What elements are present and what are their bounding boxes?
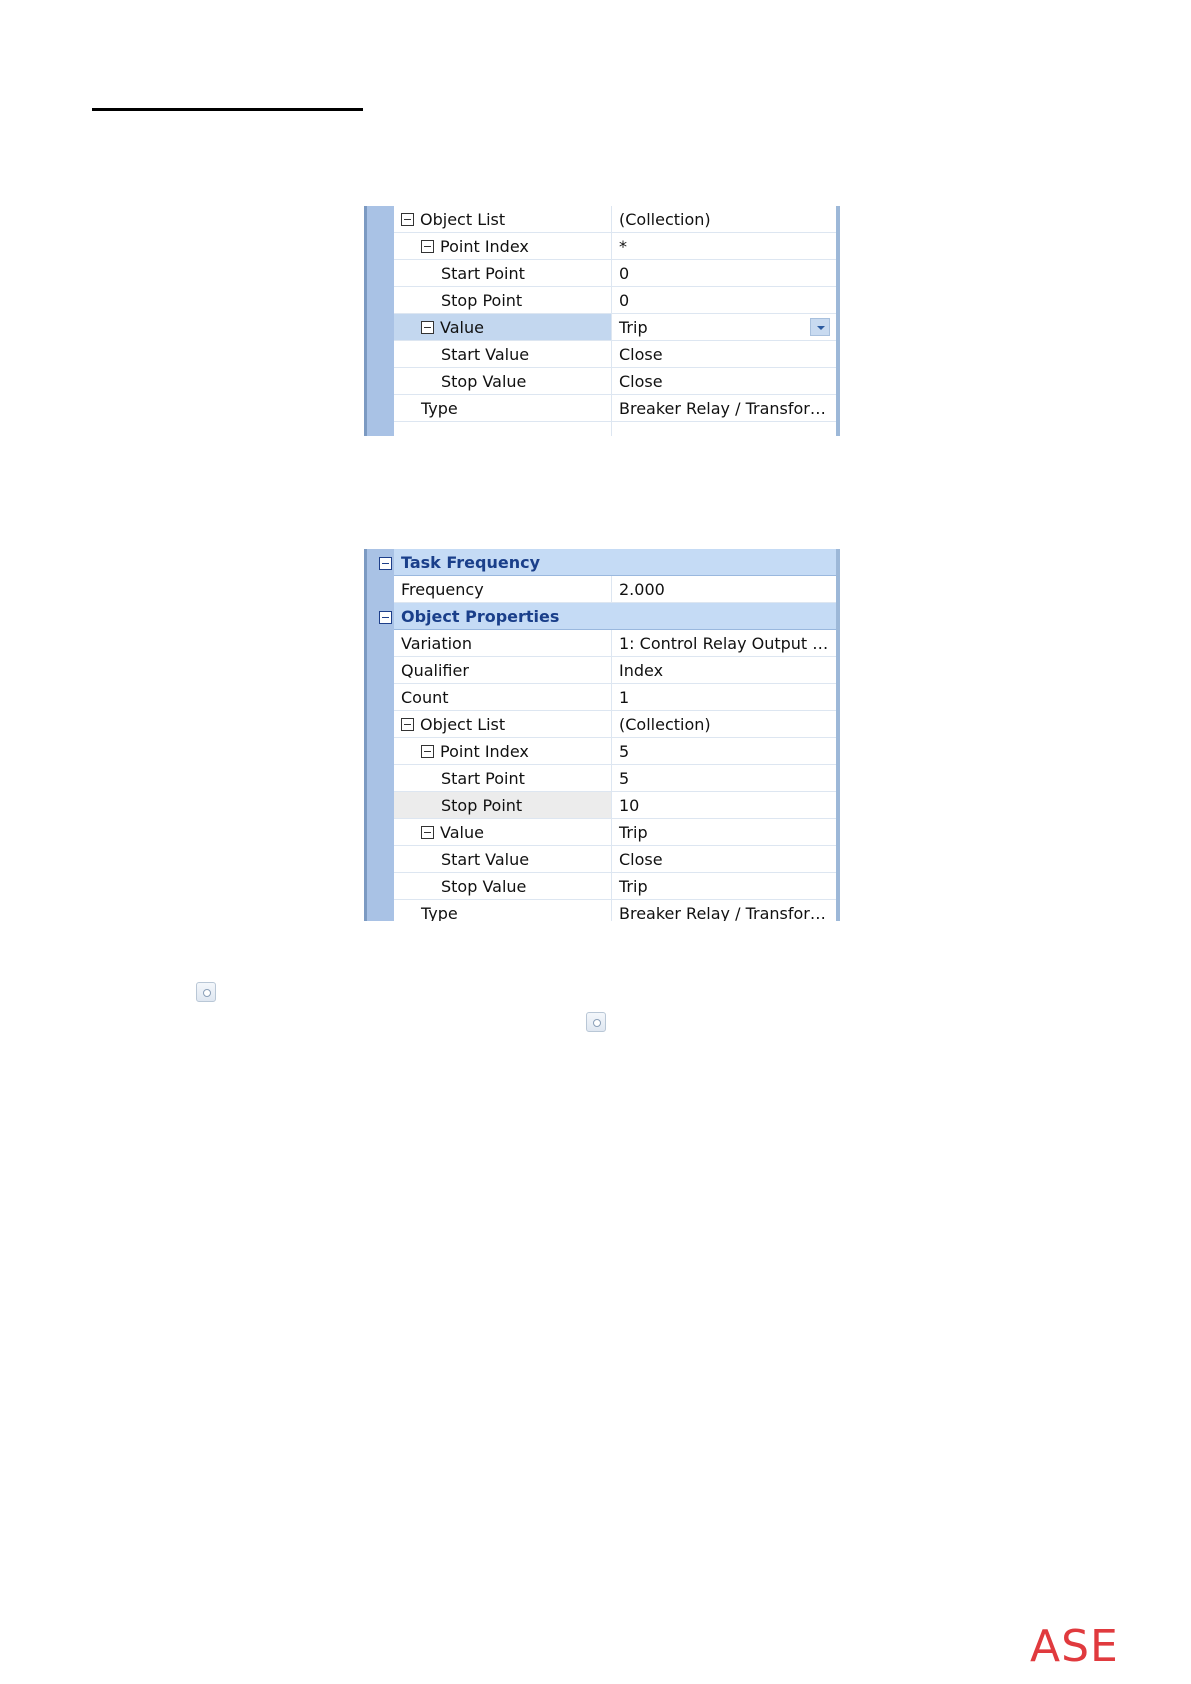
- row-value[interactable]: 5: [619, 741, 630, 761]
- property-grid-1: [364, 206, 840, 436]
- row-value[interactable]: Close: [619, 344, 663, 364]
- row-value[interactable]: 1: [619, 687, 630, 707]
- collapse-category-icon[interactable]: [379, 557, 392, 570]
- row-value[interactable]: Trip: [619, 822, 648, 842]
- row-label: Point Index: [440, 741, 529, 761]
- row-label: Stop Value: [441, 371, 527, 391]
- row-frequency[interactable]: [394, 576, 836, 603]
- row-object-list[interactable]: [394, 206, 836, 233]
- row-label: Object List: [420, 714, 506, 734]
- row-qualifier[interactable]: [394, 657, 836, 684]
- category-task-frequency[interactable]: [394, 549, 836, 576]
- row-point-index[interactable]: [394, 233, 836, 260]
- row-value[interactable]: [394, 819, 836, 846]
- row-value[interactable]: 5: [619, 768, 630, 788]
- collapse-icon[interactable]: [421, 321, 434, 334]
- row-value[interactable]: Trip: [619, 876, 648, 896]
- value-dropdown[interactable]: [612, 314, 836, 340]
- row-value[interactable]: 0: [619, 263, 630, 283]
- row-value[interactable]: 2.000: [619, 579, 665, 599]
- row-value[interactable]: 0: [619, 290, 630, 310]
- category-object-properties[interactable]: [394, 603, 836, 630]
- row-count[interactable]: [394, 684, 836, 711]
- row-value[interactable]: Breaker Relay / Transfor…: [619, 903, 826, 921]
- row-variation[interactable]: [394, 630, 836, 657]
- row-label: Frequency: [401, 579, 484, 599]
- row-start-point[interactable]: [394, 765, 836, 792]
- row-label: Stop Point: [441, 290, 523, 310]
- row-point-index[interactable]: [394, 738, 836, 765]
- row-object-list[interactable]: [394, 711, 836, 738]
- row-label: Qualifier: [401, 660, 469, 680]
- grid-gutter: [364, 206, 394, 436]
- category-label: Task Frequency: [401, 552, 541, 572]
- row-value: Trip: [619, 317, 648, 337]
- row-label: Stop Value: [441, 876, 527, 896]
- ase-logo: ASE: [1030, 1621, 1119, 1672]
- row-empty: [394, 422, 836, 436]
- row-value[interactable]: *: [619, 236, 627, 256]
- play-button-icon[interactable]: [196, 982, 216, 1002]
- row-label: Start Point: [441, 768, 525, 788]
- collapse-icon[interactable]: [421, 240, 434, 253]
- row-label: Value: [440, 317, 484, 337]
- grid-gutter: [364, 549, 394, 921]
- row-label: Type: [421, 903, 458, 921]
- row-label: Value: [440, 822, 484, 842]
- row-type[interactable]: [394, 395, 836, 422]
- row-label: Count: [401, 687, 449, 707]
- row-value[interactable]: 1: Control Relay Output …: [619, 633, 829, 653]
- property-grid-2: [364, 549, 840, 921]
- record-button-icon[interactable]: [586, 1012, 606, 1032]
- row-label: Stop Point: [441, 795, 523, 815]
- row-value[interactable]: (Collection): [619, 209, 711, 229]
- collapse-icon[interactable]: [421, 745, 434, 758]
- row-label: Type: [421, 398, 458, 418]
- row-start-value[interactable]: [394, 846, 836, 873]
- row-stop-value[interactable]: [394, 368, 836, 395]
- row-type[interactable]: [394, 900, 836, 921]
- row-value[interactable]: (Collection): [619, 714, 711, 734]
- row-label: Start Point: [441, 263, 525, 283]
- row-value[interactable]: Breaker Relay / Transfor…: [619, 398, 826, 418]
- row-start-point[interactable]: [394, 260, 836, 287]
- row-value[interactable]: Index: [619, 660, 664, 680]
- row-value[interactable]: 10: [619, 795, 640, 815]
- row-stop-point[interactable]: [394, 287, 836, 314]
- row-stop-point-selected[interactable]: [394, 792, 836, 819]
- category-label: Object Properties: [401, 606, 560, 626]
- heading-underline: [92, 108, 363, 111]
- row-value[interactable]: Close: [619, 371, 663, 391]
- row-label: Start Value: [441, 849, 530, 869]
- row-value-selected[interactable]: [394, 314, 836, 341]
- collapse-icon[interactable]: [401, 718, 414, 731]
- collapse-category-icon[interactable]: [379, 611, 392, 624]
- row-label: Point Index: [440, 236, 529, 256]
- row-start-value[interactable]: [394, 341, 836, 368]
- dropdown-arrow-icon[interactable]: [810, 318, 830, 336]
- row-label: Start Value: [441, 344, 530, 364]
- collapse-icon[interactable]: [421, 826, 434, 839]
- collapse-icon[interactable]: [401, 213, 414, 226]
- row-label: Variation: [401, 633, 472, 653]
- row-label: Object List: [420, 209, 506, 229]
- row-stop-value[interactable]: [394, 873, 836, 900]
- row-value[interactable]: Close: [619, 849, 663, 869]
